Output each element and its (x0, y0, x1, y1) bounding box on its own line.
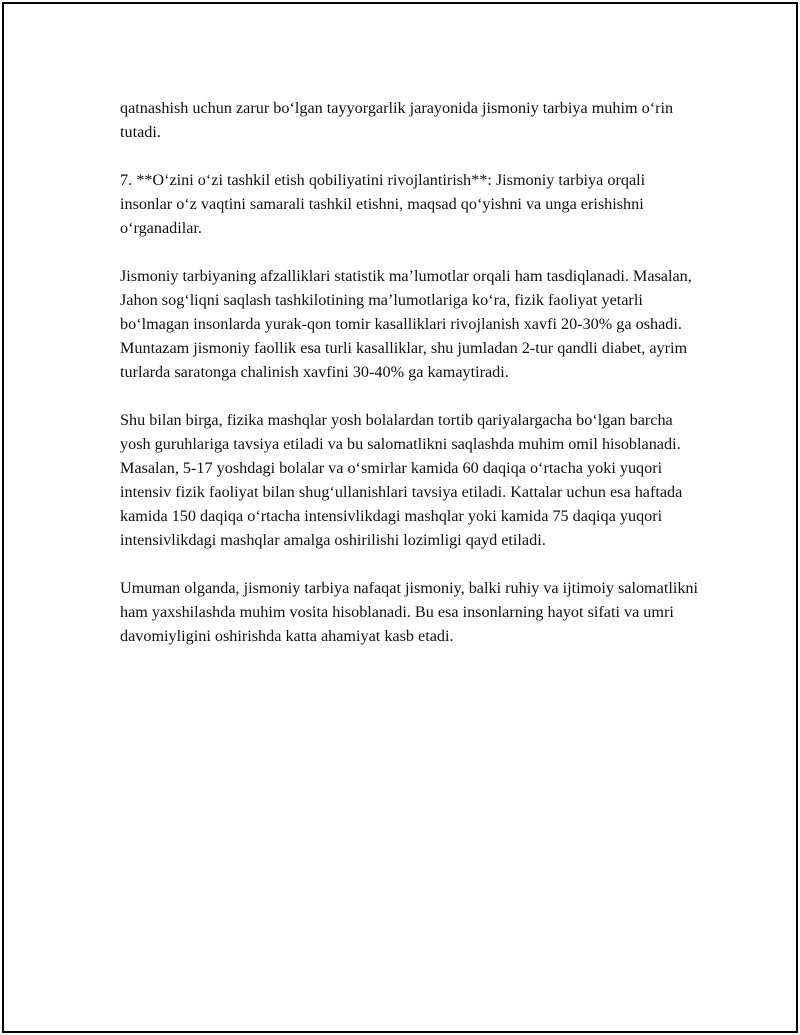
paragraph-list-item-7: 7. **O‘zini o‘zi tashkil etish qobiliyatini rivojlantirish**: Jismoniy tarbiya orqali insonlar o‘z vaqtini samarali tashkil etishni, maqsad qo‘yishni va unga erishishni o‘rganadilar. (120, 171, 646, 237)
document-page (2, 2, 798, 1033)
document-body (120, 96, 700, 672)
paragraph-conclusion: Umuman olganda, jismoniy tarbiya nafaqat jismoniy, balki ruhiy va ijtimoiy salomatlikni ham yaxshilashda muhim vosita hisoblanadi. Bu esa insonlarning hayot sifati va umri davomiyligini oshirishda katta ahamiyat kasb etadi. (120, 579, 699, 645)
paragraph-age-groups: Shu bilan birga, fizika mashqlar yosh bolalardan tortib qariyalargacha bo‘lgan barcha yosh guruhlariga tavsiya etiladi va bu salomatlikni saqlashda muhim omil hisoblanadi. Masalan, 5-17 yoshdagi bolalar va o‘smirlar kamida 60 daqiqa o‘rtacha yoki yuqori intensiv fizik faoliyat bilan shug‘ullanishlari tavsiya etiladi. Kattalar uchun esa haftada kamida 150 daqiqa o‘rtacha intensivlikdagi mashqlar yoki kamida 75 daqiqa yuqori intensivlikdagi mashqlar amalga oshirilishi lozimligi qayd etiladi. (120, 411, 683, 549)
paragraph-continuation: qatnashish uchun zarur bo‘lgan tayyorgarlik jarayonida jismoniy tarbiya muhim o‘rin tutadi. (120, 99, 674, 141)
paragraph-statistics: Jismoniy tarbiyaning afzalliklari statistik ma’lumotlar orqali ham tasdiqlanadi. Masalan, Jahon sog‘liqni saqlash tashkilotining ma’lumotlariga ko‘ra, fizik faoliyat yetarli bo‘lmagan insonlarda yurak-qon tomir kasalliklari rivojlanish xavfi 20-30% ga oshadi. Muntazam jismoniy faollik esa turli kasalliklar, shu jumladan 2-tur qandli diabet, ayrim turlarda saratonga chalinish xavfini 30-40% ga kamaytiradi. (120, 267, 692, 381)
